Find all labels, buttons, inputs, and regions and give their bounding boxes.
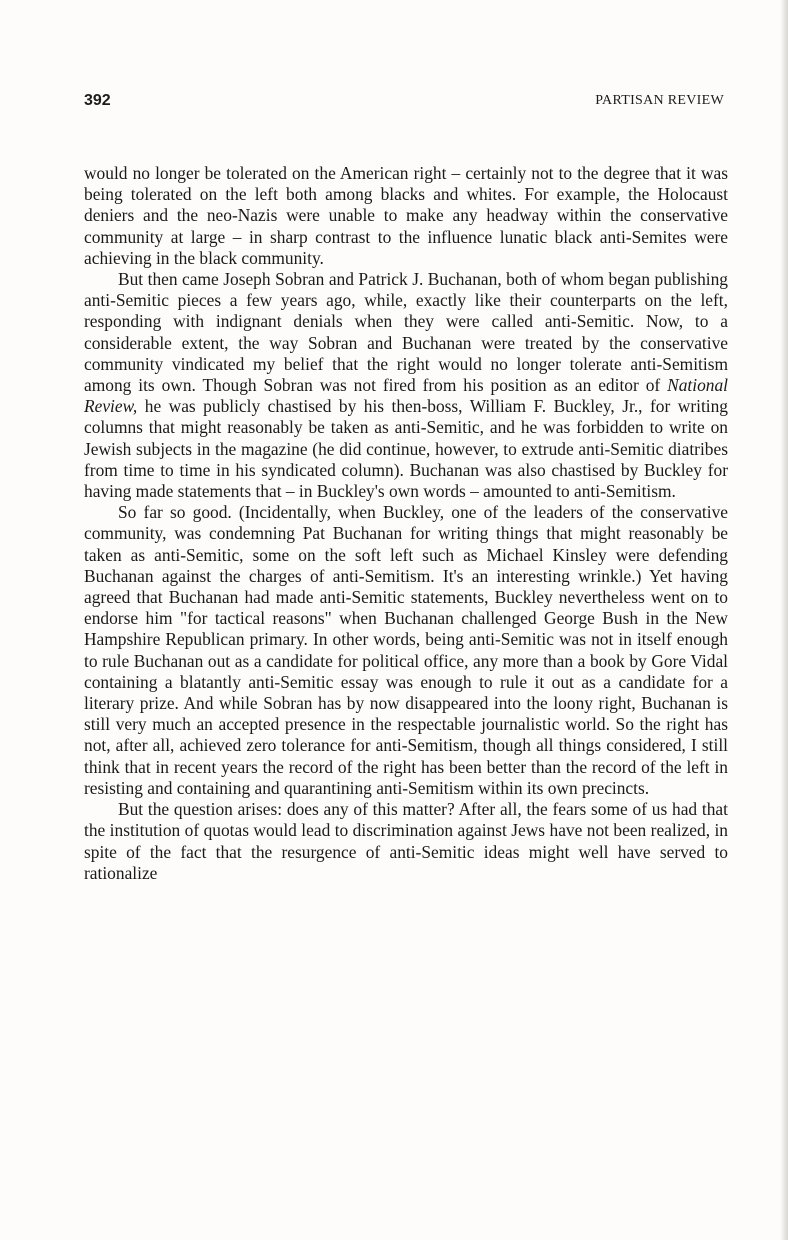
journal-title: National Review,	[84, 375, 728, 417]
paragraph-4: But the question arises: does any of this matter? After all, the fears some of us had that the institution of quotas would lead to discrimination against Jews have not been realized, in spite of the fact that the resurgence of anti-Semitic ideas might well have served to rationalize	[84, 799, 728, 883]
running-head: PARTISAN REVIEW	[595, 93, 724, 108]
paragraph-1: would no longer be tolerated on the American right – certainly not to the degree that it was being tolerated on the left both among blacks and whites. For example, the Holocaust deniers and the neo-Nazis were unable to make any headway within the conservative community at large – in sharp contrast to the influence lunatic black anti-Semites were achieving in the black community.	[84, 163, 728, 268]
paragraph-2-part-2: he was publicly chastised by his then-boss, William F. Buckley, Jr., for writing columns that might reasonably be taken as anti-Semitic, and he was forbidden to write on Jewish subjects in the magazine (he did continue, however, to extrude anti-Semitic diatribes from time to time in his syndicated column). Buchanan was also chastised by Buckley for having made statements that – in Buckley's own words – amounted to anti-Semitism.	[84, 396, 728, 502]
paragraph-3: So far so good. (Incidentally, when Buckley, one of the leaders of the conservative community, was condemning Pat Buchanan for writing things that might reasonably be taken as anti-Semitic, some on the soft left such as Michael Kinsley were defending Buchanan against the charges of anti-Semitism. It's an interesting wrinkle.) Yet having agreed that Buchanan had made anti-Semitic statements, Buckley nevertheless went on to endorse him "for tactical reasons" when Buchanan challenged George Bush in the New Hampshire Republican primary. In other words, being anti-Semitic was not in itself enough to rule Buchanan out as a candidate for political office, any more than a book by Gore Vidal containing a blatantly anti-Semitic essay was enough to rule it out as a candidate for a literary prize. And while Sobran has by now disappeared into the loony right, Buchanan is still very much an accepted presence in the respectable journalistic world. So the right has not, after all, achieved zero tolerance for anti-Semitism, though all things considered, I still think that in recent years the record of the right has been better than the record of the left in resisting and containing and quarantining anti-Semitism within its own precincts.	[84, 502, 728, 798]
page-edge-shadow	[780, 0, 788, 1240]
page-header	[84, 92, 724, 116]
body-text	[84, 163, 728, 884]
paragraph-2-part-1: But then came Joseph Sobran and Patrick J. Buchanan, both of whom began publishing anti-Semitic pieces a few years ago, while, exactly like their counterparts on the left, responding with indignant denials when they were called anti-Semitic. Now, to a considerable extent, the way Sobran and Buchanan were treated by the conservative community vindicated my belief that the right would no longer tolerate anti-Semitism among its own. Though Sobran was not fired from his position as an editor of	[84, 269, 728, 396]
page-number: 392	[84, 92, 111, 109]
paragraph-2	[84, 269, 728, 502]
